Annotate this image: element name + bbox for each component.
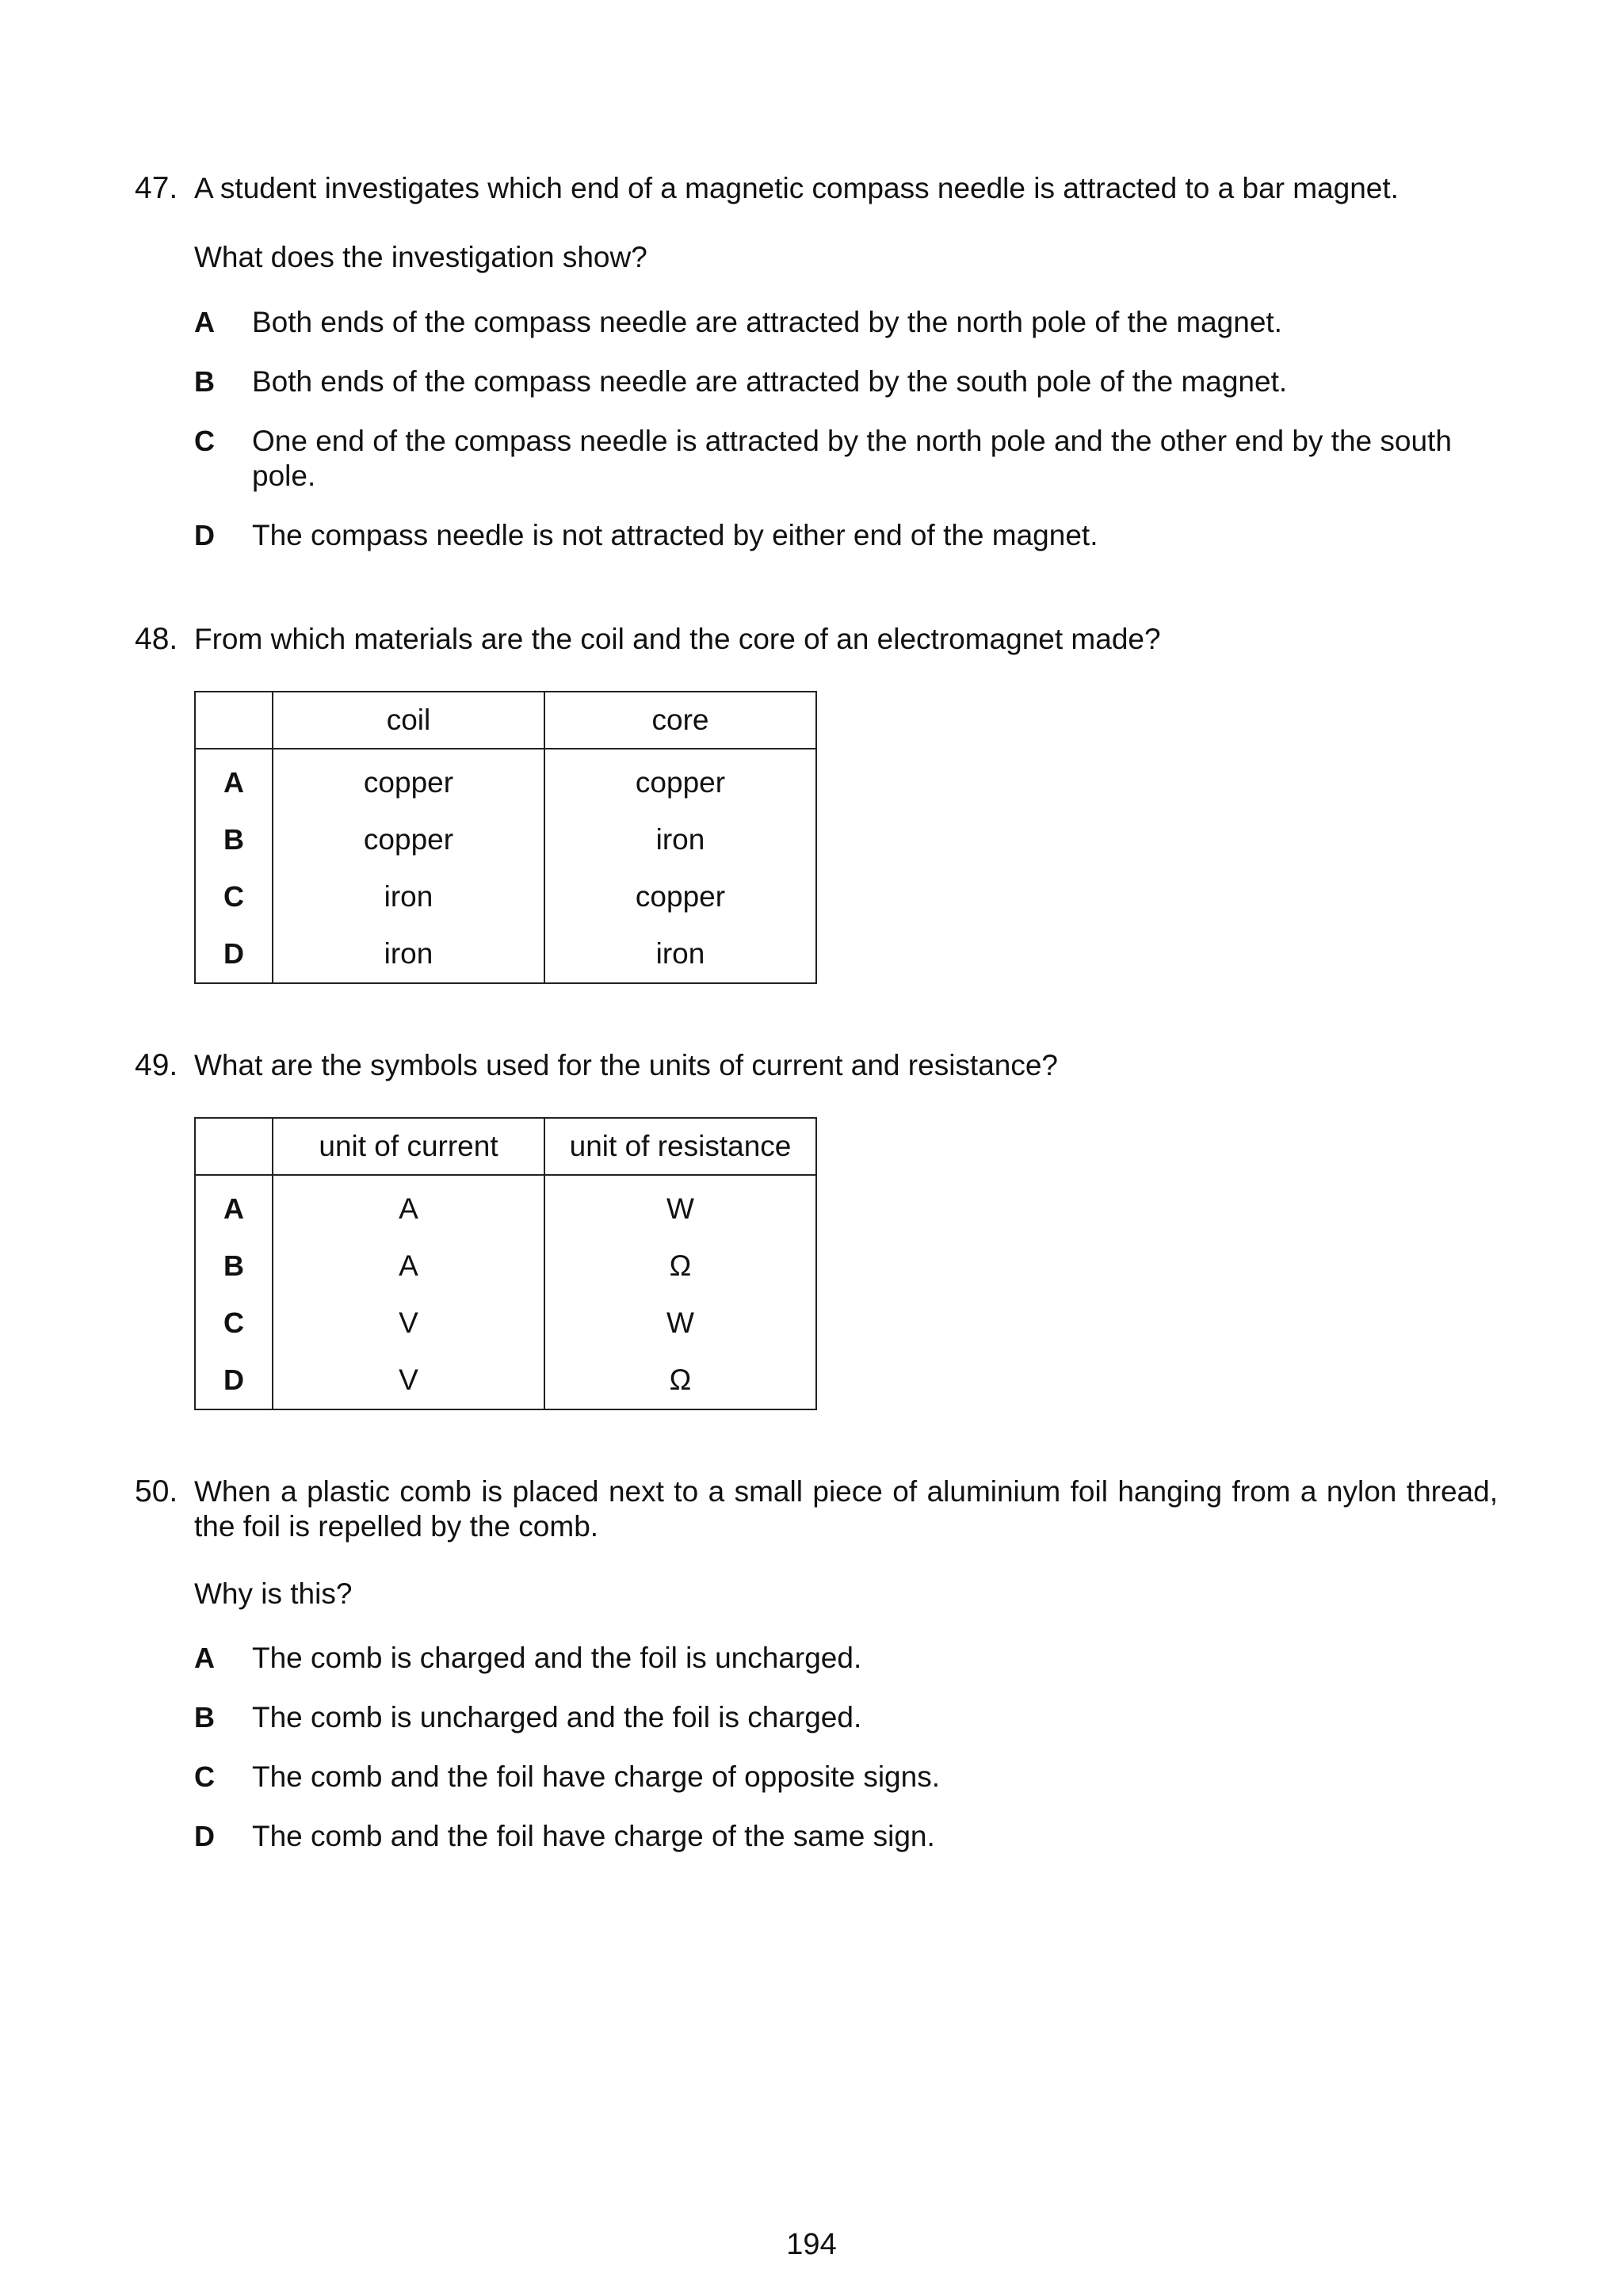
table-cell: W [544, 1175, 816, 1238]
table-row [195, 811, 816, 868]
row-letter: D [195, 1352, 273, 1409]
table-row [195, 1295, 816, 1352]
table-header-row [195, 1118, 816, 1175]
option-text-a: Both ends of the compass needle are attracted by the north pole of the magnet. [252, 306, 1282, 338]
table-header-cell [195, 692, 273, 749]
table-header-cell: unit of resistance [544, 1118, 816, 1175]
table-header-row [195, 692, 816, 749]
table-header-cell: coil [273, 692, 544, 749]
option-letter-b: B [194, 365, 215, 398]
table-cell: Ω [544, 1238, 816, 1295]
table-cell: A [273, 1175, 544, 1238]
row-letter: C [195, 868, 273, 925]
row-letter: D [195, 925, 273, 983]
table-cell: A [273, 1238, 544, 1295]
question-prompt: What does the investigation show? [194, 241, 647, 273]
question-stem: A student investigates which end of a magnetic compass needle is attracted to a bar magnet. [194, 172, 1399, 204]
question-stem: When a plastic comb is placed next to a small piece of aluminium foil hanging from a nylon thread, the foil is repelled by the comb. [194, 1475, 1498, 1543]
option-text-a: The comb is charged and the foil is uncharged. [252, 1642, 862, 1674]
table-cell: iron [273, 868, 544, 925]
option-letter-b: B [194, 1701, 215, 1733]
table-cell: iron [544, 811, 816, 868]
table-cell: copper [273, 749, 544, 811]
row-letter: C [195, 1295, 273, 1352]
option-text-d: The comb and the foil have charge of the same sign. [252, 1820, 935, 1852]
option-letter-c: C [194, 1760, 215, 1793]
question-stem: From which materials are the coil and the core of an electromagnet made? [194, 623, 1161, 655]
table-cell: copper [544, 749, 816, 811]
table-cell: iron [273, 925, 544, 983]
row-letter: B [195, 811, 273, 868]
table-row [195, 1238, 816, 1295]
table-cell: W [544, 1295, 816, 1352]
table-row [195, 868, 816, 925]
option-letter-d: D [194, 519, 215, 551]
row-letter: A [195, 749, 273, 811]
table-cell: copper [544, 868, 816, 925]
option-letter-a: A [194, 306, 215, 338]
question-number: 48. [135, 622, 178, 656]
table-row [195, 925, 816, 983]
table-cell: copper [273, 811, 544, 868]
table-header-cell: unit of current [273, 1118, 544, 1175]
option-text-c: One end of the compass needle is attracted by the north pole and the other end by the south pole. [252, 425, 1452, 492]
page-number: 194 [786, 2228, 837, 2261]
table-cell: iron [544, 925, 816, 983]
answer-table [194, 1117, 817, 1410]
question-number: 49. [135, 1048, 178, 1082]
option-letter-d: D [194, 1820, 215, 1852]
row-letter: A [195, 1175, 273, 1238]
option-letter-a: A [194, 1642, 215, 1674]
table-header-cell: core [544, 692, 816, 749]
question-stem: What are the symbols used for the units of current and resistance? [194, 1049, 1059, 1081]
option-text-b: Both ends of the compass needle are attracted by the south pole of the magnet. [252, 365, 1288, 398]
question-prompt: Why is this? [194, 1577, 353, 1610]
option-text-b: The comb is uncharged and the foil is charged. [252, 1701, 862, 1733]
question-number: 50. [135, 1474, 178, 1508]
option-text-d: The compass needle is not attracted by either end of the magnet. [252, 519, 1098, 551]
table-row [195, 749, 816, 811]
table-cell: V [273, 1352, 544, 1409]
row-letter: B [195, 1238, 273, 1295]
table-cell: Ω [544, 1352, 816, 1409]
answer-table [194, 691, 817, 984]
table-row [195, 1352, 816, 1409]
table-header-cell [195, 1118, 273, 1175]
question-number: 47. [135, 171, 178, 205]
option-text-c: The comb and the foil have charge of opposite signs. [252, 1760, 940, 1793]
table-row [195, 1175, 816, 1238]
option-letter-c: C [194, 425, 215, 457]
table-cell: V [273, 1295, 544, 1352]
